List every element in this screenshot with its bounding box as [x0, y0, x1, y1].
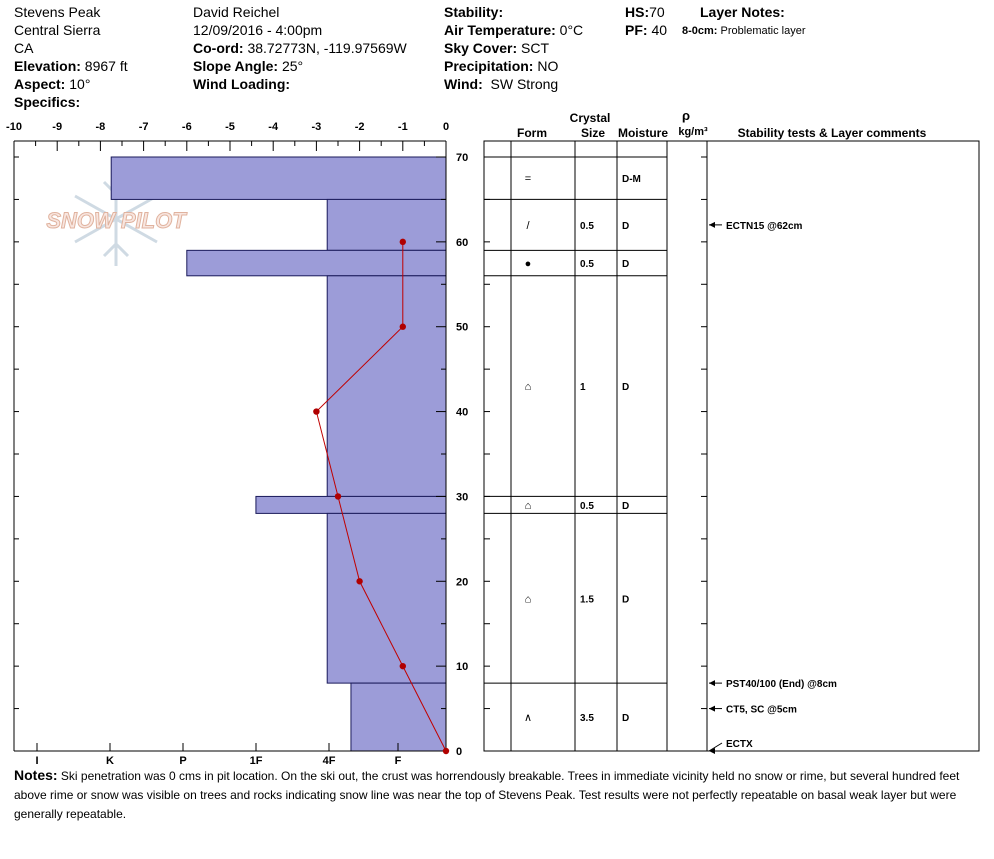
height-tick-label: 20 — [456, 576, 469, 589]
temperature-tick-label: -4 — [268, 121, 279, 133]
stability-test-arrow — [709, 222, 715, 228]
hs-field: HS:70 — [625, 4, 665, 20]
temperature-tick-label: -5 — [225, 121, 235, 133]
notes-text: Ski penetration was 0 cms in pit location. On the ski out, the crust was horrendously breakable. Trees in immediate vicinity held no snow or rime, but several hundred feet above rime or snow was visible on trees and rocks indicating snow line was near the top of Stevens Peak. Test results were not perfectly repeatable on basal weak layer but were generally repeatable. — [14, 769, 960, 821]
crystal-size: 0.5 — [580, 259, 594, 271]
crystal-form-symbol: ● — [524, 258, 532, 271]
hardness-bar — [327, 199, 446, 250]
slope-field: Slope Angle: 25° — [193, 58, 304, 74]
wind-loading-label: Wind Loading: — [193, 76, 291, 92]
coord-field: Co-ord: 38.72773N, -119.97569W — [193, 40, 407, 56]
stability-test-pointer — [709, 743, 722, 751]
crystal-size: 1 — [580, 382, 586, 394]
pf-field: PF: 40 — [625, 22, 668, 38]
hardness-tick-label: P — [179, 755, 187, 767]
hardness-tick-label: 4F — [322, 755, 336, 767]
temperature-point — [400, 239, 406, 245]
crystal-form-symbol: / — [526, 219, 530, 232]
hardness-bar — [187, 250, 446, 275]
temperature-point — [356, 578, 362, 584]
crystal-form-symbol: ⌂ — [524, 381, 532, 394]
temperature-tick-label: -8 — [95, 121, 106, 133]
hardness-tick-label: F — [394, 755, 402, 767]
crystal-size: 3.5 — [580, 713, 594, 725]
state-name: CA — [14, 40, 34, 56]
elevation-field: Elevation: 8967 ft — [14, 58, 128, 74]
layer-moisture: D — [622, 382, 630, 394]
height-tick-label: 60 — [456, 236, 469, 249]
air-temp-field: Air Temperature: 0°C — [444, 22, 584, 38]
temperature-tick-label: -3 — [311, 121, 322, 133]
crystal-form-symbol: ⌂ — [524, 593, 532, 606]
moisture-header: Moisture — [617, 126, 669, 140]
layer-table-frame — [484, 141, 979, 751]
crystal-size: 0.5 — [580, 220, 594, 232]
height-tick-label: 30 — [456, 491, 469, 504]
height-tick-label: 50 — [456, 321, 469, 334]
range-name: Central Sierra — [14, 22, 101, 38]
hardness-bar — [256, 496, 446, 513]
layer-note: 8-0cm: Problematic layer — [682, 25, 806, 37]
stability-label: Stability: — [444, 4, 504, 20]
form-header: Form — [517, 126, 547, 140]
temperature-point — [313, 408, 319, 414]
observation-datetime: 12/09/2016 - 4:00pm — [193, 22, 323, 38]
logo-text: SNOW PILOT — [46, 208, 186, 233]
crystal-size: 1.5 — [580, 594, 594, 606]
temperature-tick-label: -2 — [354, 121, 365, 133]
height-tick-label: 0 — [456, 746, 463, 758]
temperature-tick-label: -10 — [6, 121, 22, 133]
crystal-form-symbol: ∧ — [523, 712, 533, 725]
hardness-bar — [327, 276, 446, 497]
crystal-form-symbol: ⌂ — [524, 499, 532, 512]
hardness-tick-label: I — [35, 755, 39, 767]
location-name: Stevens Peak — [14, 4, 101, 20]
hardness-bar — [327, 513, 446, 683]
crystal-size: 0.5 — [580, 500, 594, 512]
layer-notes-label: Layer Notes: — [700, 4, 785, 20]
layer-moisture: D — [622, 220, 630, 232]
size-header: Size — [580, 126, 606, 140]
aspect-field: Aspect: 10° — [14, 76, 91, 92]
stability-test-label: ECTX — [726, 739, 753, 750]
temperature-point — [335, 493, 341, 499]
layer-moisture: D — [622, 500, 630, 512]
temperature-tick-label: -7 — [138, 121, 149, 133]
sky-cover-field: Sky Cover: SCT — [444, 40, 550, 56]
temperature-point — [400, 663, 406, 669]
layer-moisture: D — [622, 594, 630, 606]
notes-section — [14, 766, 994, 824]
height-tick-label: 10 — [456, 661, 469, 674]
temperature-point — [443, 748, 449, 754]
temperature-tick-label: -1 — [397, 121, 408, 133]
hardness-tick-label: K — [106, 755, 114, 767]
wind-field: Wind: SW Strong — [444, 76, 559, 92]
layer-moisture: D — [622, 713, 630, 725]
temperature-point — [400, 324, 406, 330]
hardness-bar — [351, 683, 446, 751]
observer-name: David Reichel — [193, 4, 280, 20]
hardness-bar — [111, 157, 446, 199]
temperature-tick-label: -9 — [52, 121, 63, 133]
temperature-tick-label: 0 — [442, 121, 450, 133]
layer-moisture: D — [622, 259, 630, 271]
stability-test-arrow — [709, 680, 715, 686]
notes-label: Notes: — [14, 767, 58, 783]
specifics-label: Specifics: — [14, 94, 81, 110]
layer-moisture: D-M — [622, 174, 641, 186]
precipitation-field: Precipitation: NO — [444, 58, 559, 74]
density-unit-header: kg/m³ — [678, 126, 708, 138]
stability-test-arrow — [709, 706, 715, 712]
stability-test-label: PST40/100 (End) @8cm — [726, 679, 837, 691]
height-tick-label: 40 — [456, 406, 469, 419]
crystal-header: Crystal — [569, 111, 611, 125]
rho-header: ρ — [681, 108, 691, 123]
hardness-tick-label: 1F — [249, 755, 263, 767]
stability-test-label: ECTN15 @62cm — [726, 220, 803, 232]
crystal-form-symbol: = — [524, 173, 532, 186]
temperature-tick-label: -6 — [181, 121, 192, 133]
stability-header: Stability tests & Layer comments — [737, 126, 927, 140]
height-tick-label: 70 — [456, 152, 469, 164]
stability-test-label: CT5, SC @5cm — [726, 704, 797, 716]
